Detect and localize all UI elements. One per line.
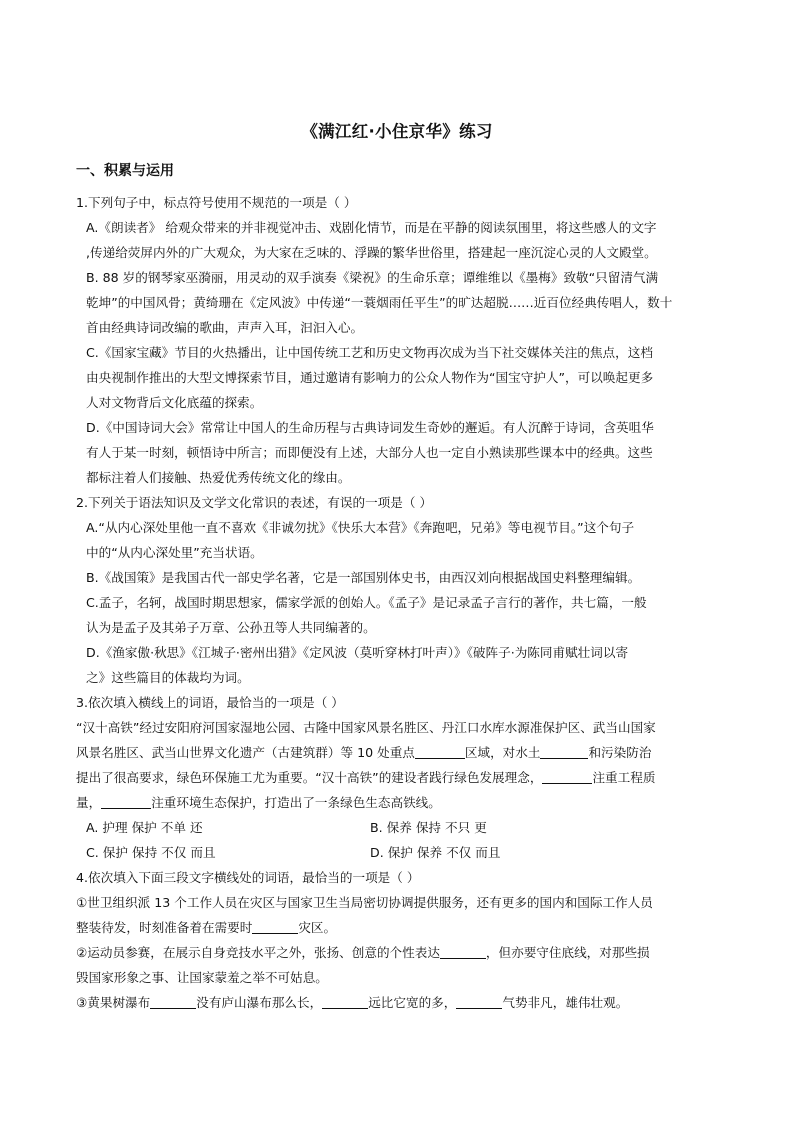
question-2-option-d: D.《渔家傲·秋思》《江城子·密州出猎》《定风波（莫听穿林打叶声）》《破阵子·为陈同甫赋壮词以寄 [86,645,629,660]
question-3-option-d: D. 保护 保养 不仅 而且 [370,845,501,860]
fill-blank[interactable] [150,994,196,1009]
question-2-option-c-line: 认为是孟子及其弟子万章、公孙丑等人共同编著的。 [86,620,376,635]
passage-text: ，但亦要守住底线，对那些损 [485,945,650,960]
question-4-stem: 4.依次填入下面三段文字横线处的词语，最恰当的一项是（ ） [76,870,420,885]
section-heading: 一、积累与运用 [76,163,174,179]
question-1-option-b-line: 乾坤”的中国风骨；黄绮珊在《定风波》中传递“一蓑烟雨任平生”的旷达超脱……近百位经典传唱人，数十 [86,295,673,310]
question-3-passage-line [76,742,651,761]
page-title: 《满江红·小住京华》练习 [301,122,493,141]
fill-blank[interactable] [252,919,298,934]
fill-blank[interactable] [456,994,502,1009]
passage-text: ③黄果树瀑布 [76,995,151,1010]
passage-text: 整装待发，时刻准备着在需要时 [76,920,253,935]
passage-text: 远比它宽的多， [368,995,457,1010]
fill-blank[interactable] [415,744,465,759]
question-1-option-d-line: 都标注着人们接触、热爱优秀传统文化的缘由。 [86,470,351,485]
question-1-stem: 1.下列句子中，标点符号使用不规范的一项是（ ） [76,195,357,210]
question-3-stem: 3.依次填入横线上的词语，最恰当的一项是（ ） [76,695,344,710]
passage-text: 气势非凡，雄伟壮观。 [502,995,629,1010]
question-3-option-c: C. 保护 保持 不仅 而且 [86,845,216,860]
passage-text: 提出了很高要求，绿色环保施工尤为重要。“汉十高铁”的建设者践行绿色发展理念， [76,770,543,785]
question-3-option-b: B. 保养 保持 不只 更 [370,820,487,835]
passage-text: 量， [76,795,102,810]
passage-text: ②运动员参赛，在展示自身竞技水平之外，张扬、创意的个性表达 [76,945,440,960]
question-4-passage-3 [76,992,628,1011]
question-4-passage-2 [76,942,650,961]
passage-text: 注重工程质 [592,770,656,785]
question-4-passage-1: ①世卫组织派 13 个工作人员在灾区与国家卫生当局密切协调提供服务，还有更多的国内和国际工作人员 [76,895,653,910]
question-2-option-d-line: 之》这些篇目的体裁均为词。 [86,670,250,685]
question-1-option-d-line: 有人于某一时刻，顿悟诗中所言；而即便没有上述，大部分人也一定自小熟读那些课本中的经典。这些 [86,445,653,460]
question-2-option-c: C.孟子，名轲，战国时期思想家，儒家学派的创始人。《孟子》是记录孟子言行的著作，共七篇，一般 [86,595,647,610]
question-2-option-a: A.“从内心深处里他一直不喜欢《非诚勿扰》《快乐大本营》《奔跑吧，兄弟》等电视节目。”这个句子 [86,520,635,535]
question-4-passage-2-line: 毁国家形象之事、让国家蒙羞之举不可姑息。 [76,970,328,985]
question-1-option-a: A.《朗读者》 给观众带来的并非视觉冲击、戏剧化情节，而是在平静的阅读氛围里，将这些感人的文字 [86,220,657,235]
question-3-option-a: A. 护理 保护 不单 还 [86,820,203,835]
question-3-passage-line [76,792,441,811]
passage-text: 区域，对水土 [464,745,541,760]
fill-blank[interactable] [542,769,592,784]
question-1-option-d: D.《中国诗词大会》常常让中国人的生命历程与古典诗词发生奇妙的邂逅。有人沉醉于诗词，含英咀华 [86,420,654,435]
passage-text: 和污染防治 [588,745,652,760]
fill-blank[interactable] [101,794,151,809]
question-1-option-b-line: 首由经典诗词改编的歌曲，声声入耳，汩汩入心。 [86,320,364,335]
passage-text: 风景名胜区、武当山世界文化遗产（古建筑群）等 10 处重点 [76,745,415,760]
question-4-passage-1-line [76,917,336,936]
passage-text: 注重环境生态保护，打造出了一条绿色生态高铁线。 [151,795,441,810]
fill-blank[interactable] [322,994,368,1009]
fill-blank[interactable] [440,944,486,959]
fill-blank[interactable] [540,744,588,759]
passage-text: 没有庐山瀑布那么长， [196,995,323,1010]
question-1-option-c-line: 由央视制作推出的大型文博探索节目，通过邀请有影响力的公众人物作为“国宝守护人”，可以唤起更多 [86,370,654,385]
question-1-option-c: C.《国家宝藏》节目的火热播出，让中国传统工艺和历史文物再次成为当下社交媒体关注的焦点，这档 [86,345,653,360]
question-2-stem: 2.下列关于语法知识及文学文化常识的表述，有误的一项是（ ） [76,495,433,510]
question-2-option-b: B.《战国策》是我国古代一部史学名著，它是一部国别体史书，由西汉刘向根据战国史料整理编辑。 [86,570,641,585]
question-2-option-a-line: 中的“从内心深处里”充当状语。 [86,545,263,560]
question-1-option-c-line: 人对文物背后文化底蕴的探索。 [86,395,263,410]
question-1-option-b: B. 88 岁的钢琴家巫漪丽，用灵动的双手演奏《梁祝》的生命乐章；谭维维以《墨梅》致敬“只留清气满 [86,270,659,285]
question-3-passage-line: “汉十高铁”经过安阳府河国家湿地公园、古隆中国家风景名胜区、丹江口水库水源准保护区、武当山国家 [76,720,656,735]
question-1-option-a-line: ,传递给荧屏内外的广大观众，为大家在乏味的、浮躁的繁华世俗里，搭建起一座沉淀心灵的人文殿堂。 [86,245,657,260]
question-3-passage-line [76,767,655,786]
passage-text: 灾区。 [298,920,337,935]
